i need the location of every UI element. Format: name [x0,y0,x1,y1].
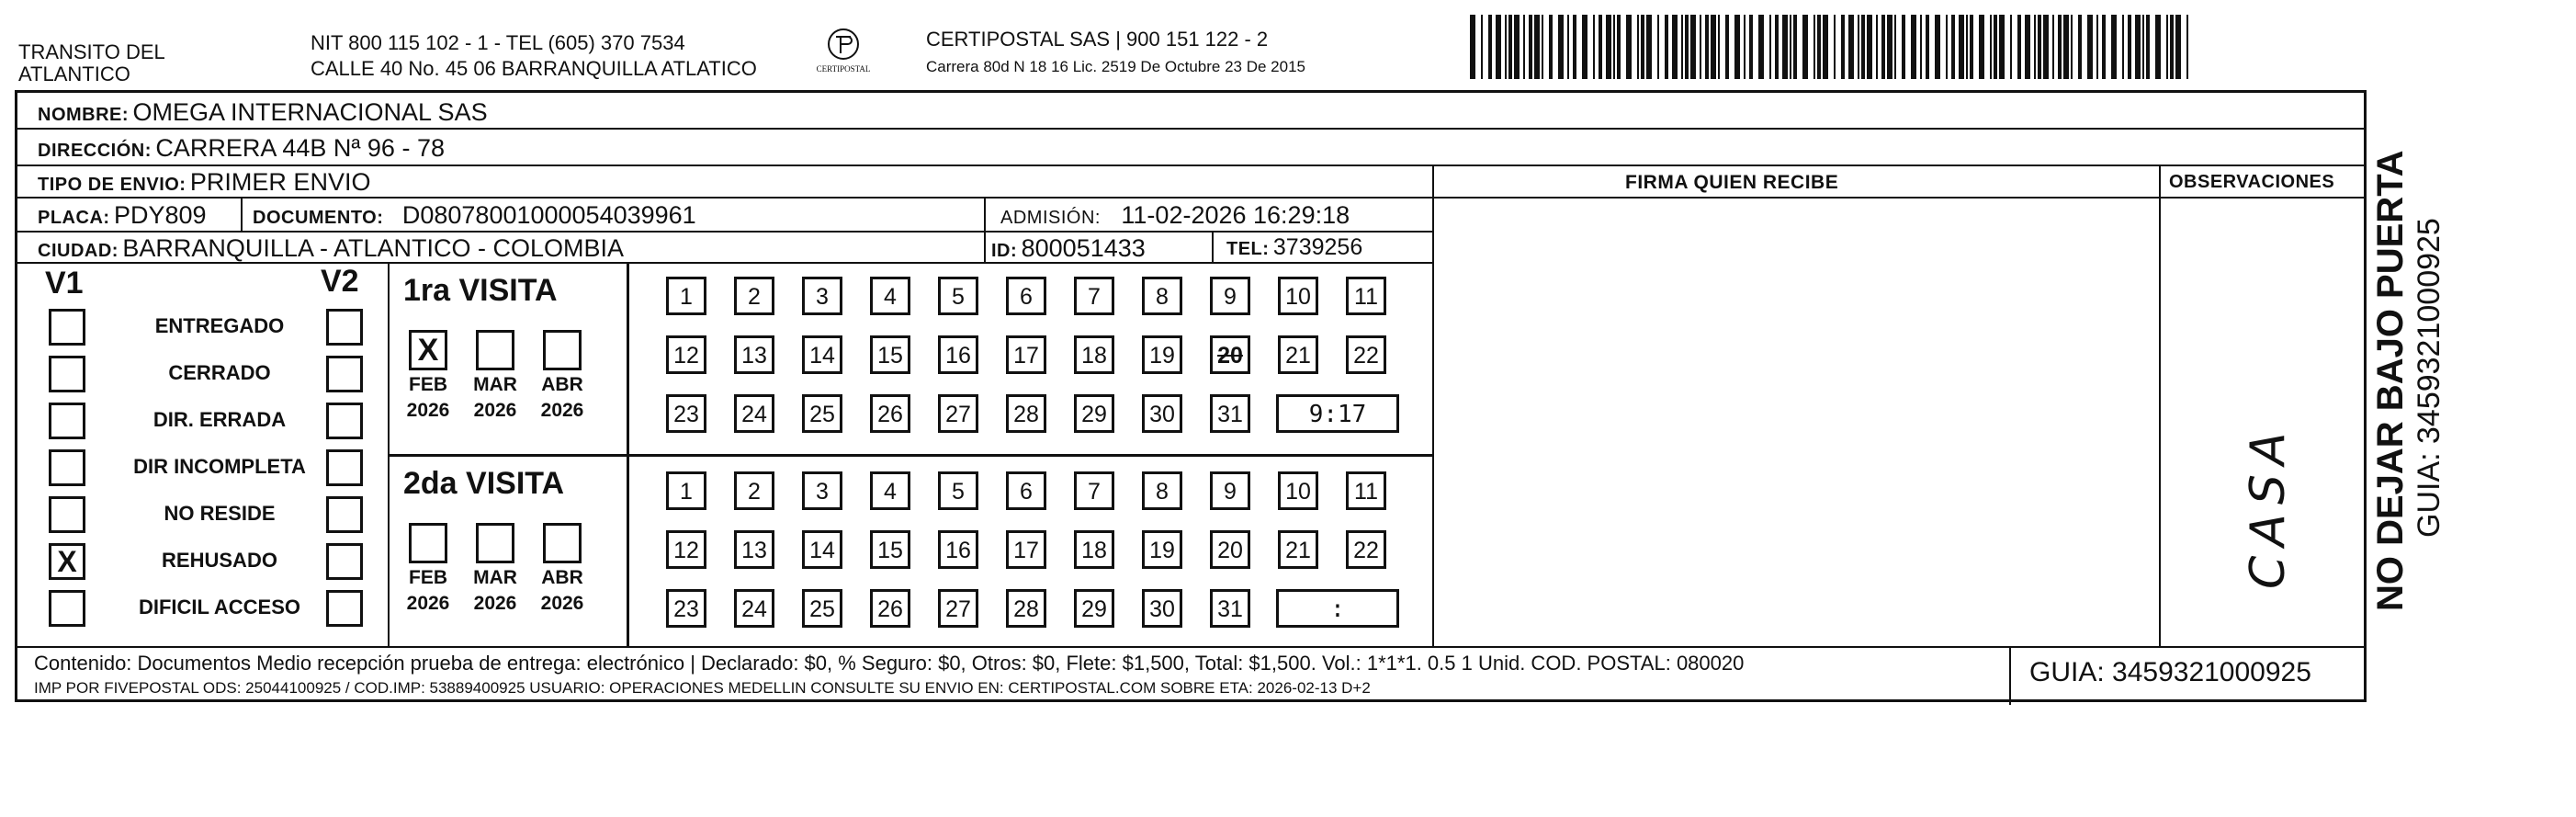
barcode-bar [2170,15,2174,79]
v1-checkbox[interactable]: X [49,543,85,580]
visit2-year-label: 2026 [406,593,450,614]
visit2-day-box[interactable]: 30 [1142,589,1182,628]
barcode-bar [1841,15,1845,79]
direccion-row [38,134,445,163]
visit2-day-box[interactable]: 31 [1210,589,1250,628]
barcode-bar [1902,15,1905,79]
barcode-bar [1725,15,1729,79]
barcode-bar [2155,15,2161,79]
visit1-day-box[interactable]: 17 [1006,335,1046,374]
documento-field [253,201,696,230]
v2-checkbox[interactable] [326,356,363,392]
address-line: CALLE 40 No. 45 06 BARRANQUILLA ATLATICO [311,57,757,80]
barcode-bar [2128,15,2131,79]
barcode-bar [1966,15,1968,79]
barcode-bar [1657,15,1659,79]
barcode-bar [1711,15,1716,79]
barcode-bar [1672,15,1678,79]
barcode-bar [1769,15,1771,79]
barcode-bar [2142,15,2144,79]
visit2-day-box[interactable]: 24 [734,589,774,628]
visit2-day-box[interactable]: 1 [666,471,706,510]
visit1-day-box[interactable]: 9 [1210,277,1250,315]
barcode-bar [1529,15,1532,79]
visit1-day-box[interactable]: 30 [1142,394,1182,433]
barcode-bar [1823,15,1828,79]
tipo-envio-row [38,168,370,197]
v1-label: V1 [45,266,84,301]
barcode-bar [2122,15,2124,79]
barcode-bar [1881,15,1885,79]
delivery-form [15,90,2367,702]
v1-checkbox[interactable] [49,356,85,392]
visit2-day-box[interactable]: 26 [870,589,910,628]
visit1-day-box[interactable]: 2 [734,277,774,315]
barcode-bar [2087,15,2093,79]
direccion-value: CARRERA 44B Nª 96 - 78 [155,134,445,162]
id-value: 800051433 [1021,234,1146,262]
barcode-bar [2078,15,2082,79]
barcode-bar [1758,15,1764,79]
v1-checkbox[interactable] [49,309,85,346]
barcode-bar [1920,15,1922,79]
visit2-day-box[interactable]: 17 [1006,530,1046,569]
visit1-day-box[interactable]: 24 [734,394,774,433]
visit2-year-label: 2026 [540,593,584,614]
visit1-year-label: 2026 [406,400,450,421]
visit1-day-box[interactable]: 31 [1210,394,1250,433]
barcode-bar [1790,15,1791,79]
v2-checkbox[interactable] [326,496,363,533]
placa-field [38,201,207,230]
visit2-day-box[interactable]: 23 [666,589,706,628]
barcode-bar [1505,15,1507,79]
direccion-label: DIRECCIÓN: [38,141,152,161]
visit1-day-box[interactable]: 26 [870,394,910,433]
barcode-bar [1542,15,1543,79]
barcode-bar [1734,15,1740,79]
firma-header: FIRMA QUIEN RECIBE [1625,172,1839,193]
status-option-label: ENTREGADO [154,314,285,337]
v2-checkbox[interactable] [326,543,363,580]
barcode-bar [2058,15,2062,79]
nombre-row [38,98,488,127]
barcode-bar [2111,15,2117,79]
barcode-bar [1593,15,1595,79]
visit1-day-box[interactable]: 1 [666,277,706,315]
placa-label: PLACA: [38,208,110,228]
status-option-label: CERRADO [168,361,271,384]
visit2-day-box[interactable]: 19 [1142,530,1182,569]
barcode-bar [1641,15,1644,79]
barcode-bar [1744,15,1746,79]
barcode-bar [1665,15,1668,79]
visit2-day-box[interactable]: 20 [1210,530,1250,569]
barcode-bar [1946,15,1948,79]
visit2-month-label: ABR [541,567,583,588]
visit1-day-box[interactable]: 28 [1006,394,1046,433]
barcode-bar [1637,15,1639,79]
barcode-bar [2010,15,2012,79]
status-option-label: DIR. ERRADA [153,408,287,431]
visit1-day-box[interactable]: 21 [1278,335,1318,374]
company-name-line2: ATLANTICO [18,62,130,85]
visit1-day-box[interactable]: 29 [1074,394,1114,433]
barcode-bar [2063,15,2069,79]
visit2-month-checkbox[interactable] [409,523,447,563]
visit2-day-box[interactable]: 21 [1278,530,1318,569]
barcode-bar [1775,15,1779,79]
barcode-bar [1508,15,1512,79]
visit2-year-label: 2026 [473,593,517,614]
barcode-bar [2025,15,2030,79]
barcode-bar [1690,15,1696,79]
barcode-bar [1970,15,1973,79]
visit1-year-label: 2026 [540,400,584,421]
nit-line: NIT 800 115 102 - 1 - TEL (605) 370 7534 [311,31,685,54]
visit2-day-box[interactable]: 6 [1006,471,1046,510]
id-label: ID: [991,241,1018,261]
visit2-month-checkbox[interactable] [543,523,582,563]
documento-label: DOCUMENTO: [253,208,384,228]
visit2-day-box[interactable]: 2 [734,471,774,510]
barcode-bar [1979,15,1984,79]
visit1-day-box[interactable]: 11 [1346,277,1386,315]
barcode-bar [2034,15,2036,79]
barcode-bar [1990,15,1992,79]
admision-field [1000,201,1350,230]
barcode-bar [1626,15,1632,79]
visit1-day-box[interactable]: 10 [1278,277,1318,315]
visit1-day-box[interactable]: 5 [938,277,978,315]
visit1-day-box[interactable]: 3 [802,277,842,315]
barcode-bar [1834,15,1836,79]
visit1-day-box[interactable]: 13 [734,335,774,374]
barcode-bar [1685,15,1689,79]
barcode-bar [1646,15,1652,79]
visit2-day-box[interactable]: 25 [802,589,842,628]
visit1-day-box[interactable]: 4 [870,277,910,315]
contenido-line: Contenido: Documentos Medio recepción prueba de entrega: electrónico | Declarado: $0, % Seguro: $0, Otros: $0, Flete: $1,500, Total: $1,500. Vol.: 1*1*1. 0.5 1 Unid. COD. POSTAL: 080020 [34,652,1745,675]
barcode-bar [1481,15,1483,79]
barcode-bar [1573,15,1576,79]
imp-line: IMP POR FIVEPOSTAL ODS: 25044100925 / COD.IMP: 53889400925 USUARIO: OPERACIONES MEDELLIN CONSULTE SU ENVIO EN: CERTIPOSTAL.COM SOBRE ETA: 2026-02-13 D+2 [34,679,1371,697]
visit2-month-checkbox[interactable] [476,523,514,563]
barcode-bar [2096,15,2098,79]
visit1-month-label: FEB [409,374,447,395]
barcode-bar [1582,15,1587,79]
v1-checkbox[interactable] [49,496,85,533]
status-option-label: NO RESIDE [164,502,276,525]
visit1-day-box[interactable]: 8 [1142,277,1182,315]
ciudad-label: CIUDAD: [38,241,119,261]
visit2-day-box[interactable]: 10 [1278,471,1318,510]
visit2-day-box[interactable]: 3 [802,471,842,510]
barcode-bar [2052,15,2054,79]
visit2-title: 2da VISITA [403,466,565,501]
visit2-day-box[interactable]: 4 [870,471,910,510]
status-option-label: DIR INCOMPLETA [133,455,306,478]
visit1-day-box[interactable]: 20 [1210,335,1250,374]
id-field [991,234,1146,263]
visit2-day-box[interactable]: 7 [1074,471,1114,510]
barcode-bar [1718,15,1720,79]
admision-label: ADMISIÓN: [1000,208,1101,228]
visit1-day-box[interactable]: 15 [870,335,910,374]
company-name-line1: TRANSITO DEL [18,40,165,63]
visit2-day-box[interactable]: 11 [1346,471,1386,510]
v2-checkbox[interactable] [326,590,363,627]
barcode-bar [1935,15,1940,79]
visit2-time-field[interactable]: : [1276,589,1399,628]
visit1-day-box[interactable]: 19 [1142,335,1182,374]
visit1-month-label: ABR [541,374,583,395]
barcode-bar [1802,15,1808,79]
no-dejar-bajo-puerta: NO DEJAR BAJO PUERTA [2370,150,2411,611]
visit2-day-box[interactable]: 8 [1142,471,1182,510]
barcode-bar [2166,15,2168,79]
visit1-month-checkbox[interactable] [543,330,582,370]
placa-value: PDY809 [114,201,207,229]
visit1-day-box[interactable]: 6 [1006,277,1046,315]
status-option-label: DIFICIL ACCESO [138,596,300,618]
visit1-day-box[interactable]: 14 [802,335,842,374]
barcode-bar [1782,15,1788,79]
barcode-bar [2102,15,2106,79]
visit2-day-box[interactable]: 22 [1346,530,1386,569]
barcode-bar [1549,15,1553,79]
visit2-day-box[interactable]: 18 [1074,530,1114,569]
barcode-bar [1813,15,1815,79]
visit1-day-box[interactable]: 12 [666,335,706,374]
visit1-title: 1ra VISITA [403,273,558,308]
visit1-day-box[interactable]: 22 [1346,335,1386,374]
v2-label: V2 [321,264,359,299]
certipostal-logo [816,26,871,79]
visit1-time-field[interactable]: 9:17 [1276,394,1399,433]
barcode-bar [1700,15,1701,79]
barcode-bar [1876,15,1878,79]
visit1-month-checkbox[interactable] [476,330,514,370]
barcode-bar [1488,15,1492,79]
guia-vertical: GUIA: 3459321000925 [2412,218,2446,538]
barcode-bar [1558,15,1564,79]
nombre-value: OMEGA INTERNACIONAL SAS [132,98,488,126]
documento-value: D08078001000054039961 [401,201,696,229]
barcode-bar [1858,15,1859,79]
visit1-month-checkbox[interactable]: X [409,330,447,370]
barcode-bar [1681,15,1683,79]
barcode-bar [1861,15,1865,79]
nombre-label: NOMBRE: [38,105,130,125]
visit2-day-box[interactable]: 9 [1210,471,1250,510]
visit2-day-box[interactable]: 27 [938,589,978,628]
barcode-bar [1867,15,1872,79]
tipo-envio-label: TIPO DE ENVIO: [38,175,186,195]
v1-checkbox[interactable] [49,590,85,627]
barcode-bar [2186,15,2188,79]
visit2-month-label: FEB [409,567,447,588]
visit1-day-box[interactable]: 27 [938,394,978,433]
barcode-bar [1848,15,1854,79]
barcode-bar [1514,15,1520,79]
visit2-day-box[interactable]: 28 [1006,589,1046,628]
tel-value: 3739256 [1272,234,1363,260]
visit2-day-box[interactable]: 16 [938,530,978,569]
visit1-day-box[interactable]: 18 [1074,335,1114,374]
visit1-year-label: 2026 [473,400,517,421]
tipo-envio-value: PRIMER ENVIO [189,168,371,196]
barcode-bar [2146,15,2150,79]
barcode-bar [1959,15,1964,79]
status-option-label: REHUSADO [162,549,277,572]
barcode-bar [1606,15,1611,79]
visit2-day-box[interactable]: 29 [1074,589,1114,628]
observacion-handwriting [2231,423,2305,598]
barcode-bar [1567,15,1569,79]
barcode-bar [2071,15,2073,79]
visit2-day-box[interactable]: 13 [734,530,774,569]
visit1-day-box[interactable]: 16 [938,335,978,374]
barcode-bar [1705,15,1709,79]
barcode-bar [1911,15,1916,79]
observacion-text: CASA [2241,423,2296,589]
barcode-bar [1470,15,1475,79]
visit2-day-box[interactable]: 5 [938,471,978,510]
barcode-bar [1994,15,1997,79]
tel-field [1226,234,1362,261]
barcode-bar [1951,15,1955,79]
certipostal-line: CERTIPOSTAL SAS | 900 151 122 - 2 [926,28,1269,51]
guia-box: GUIA: 3459321000925 [2029,657,2311,687]
certipostal-address: Carrera 80d N 18 16 Lic. 2519 De Octubre 23 De 2015 [926,58,1305,75]
v1-checkbox[interactable] [49,403,85,439]
barcode-bar [1613,15,1615,79]
barcode [1470,15,2196,79]
visit1-day-box[interactable]: 25 [802,394,842,433]
barcode-bar [1617,15,1621,79]
visit2-day-box[interactable]: 14 [802,530,842,569]
barcode-bar [1793,15,1797,79]
visit2-day-box[interactable]: 15 [870,530,910,569]
barcode-bar [2175,15,2181,79]
tel-label: TEL: [1226,239,1270,259]
visit1-day-box[interactable]: 23 [666,394,706,433]
barcode-bar [1999,15,2005,79]
visit1-day-box[interactable]: 7 [1074,277,1114,315]
logo-text: CERTIPOSTAL [816,64,871,74]
barcode-bar [1749,15,1753,79]
visit2-month-label: MAR [473,567,517,588]
barcode-bar [2135,15,2141,79]
observaciones-header: OBSERVACIONES [2169,172,2335,192]
barcode-bar [2017,15,2021,79]
barcode-bar [1599,15,1602,79]
v1-checkbox[interactable] [49,449,85,486]
barcode-bar [1887,15,1892,79]
ciudad-field [38,234,624,263]
visit2-day-box[interactable]: 12 [666,530,706,569]
barcode-bar [1817,15,1821,79]
visit1-month-label: MAR [473,374,517,395]
v2-checkbox[interactable] [326,403,363,439]
barcode-bar [2038,15,2041,79]
barcode-bar [1894,15,1896,79]
barcode-bar [1523,15,1525,79]
admision-value: 11-02-2026 16:29:18 [1121,201,1350,229]
v2-checkbox[interactable] [326,309,363,346]
ciudad-value: BARRANQUILLA - ATLANTICO - COLOMBIA [122,234,625,262]
barcode-bar [1926,15,1929,79]
barcode-bar [2043,15,2049,79]
barcode-bar [1496,15,1501,79]
v2-checkbox[interactable] [326,449,363,486]
barcode-bar [1534,15,1540,79]
